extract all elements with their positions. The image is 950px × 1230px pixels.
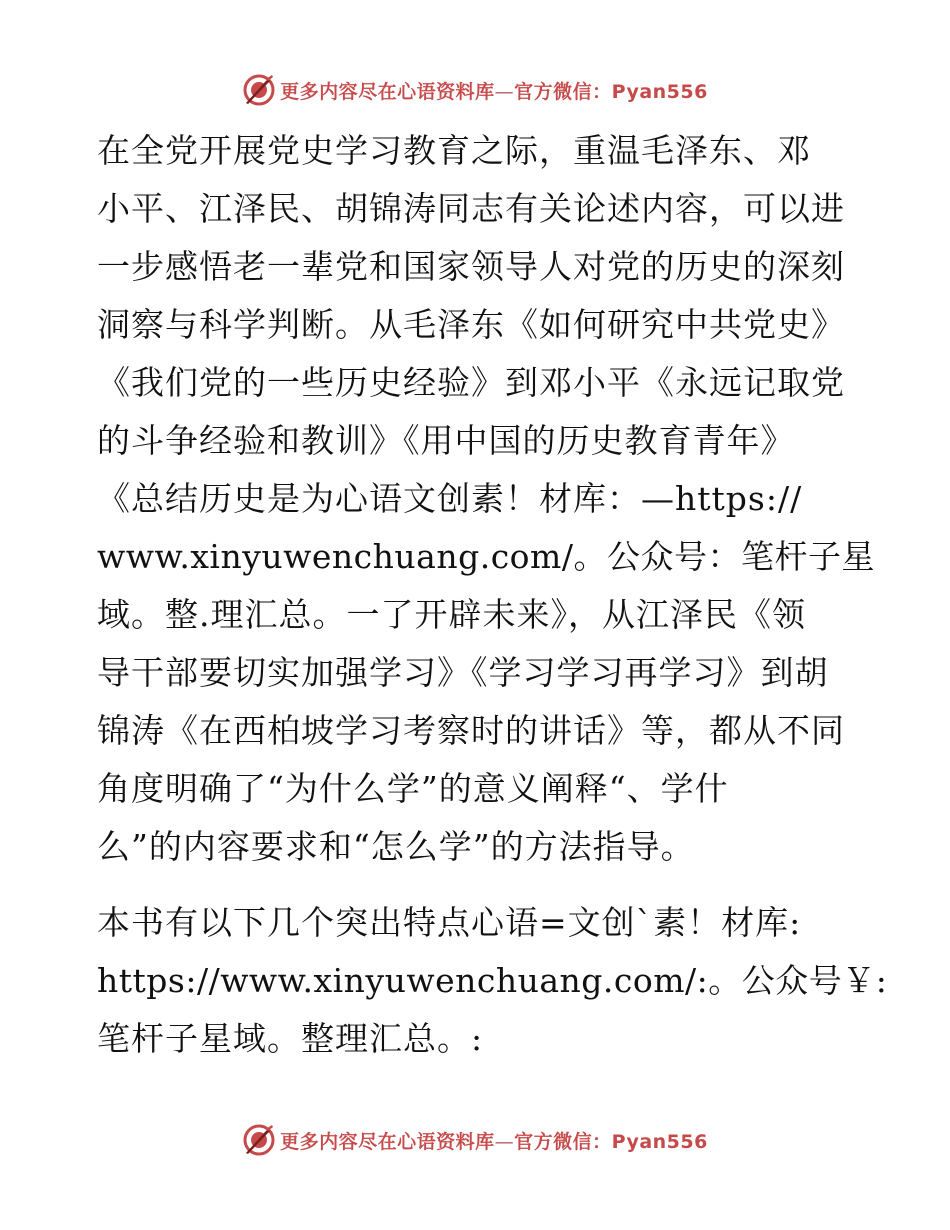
text-line: 《总结历史是为心语文创素！材库：—https://: [97, 479, 803, 518]
text-line: 本书有以下几个突出特点心语=文创`素！材库:: [97, 903, 802, 942]
footer-banner: [0, 1120, 950, 1160]
quill-pen-logo-icon: [242, 1123, 276, 1157]
text-line: 域。整.理汇总。一了开辟未来》，从江泽民《领: [97, 595, 806, 634]
header-banner: [0, 70, 950, 110]
text-line: 洞察与科学判断。从毛泽东《如何研究中共党史》: [97, 305, 845, 344]
footer-banner-suffix: 官方微信：Pyan556: [514, 1130, 708, 1153]
paragraph-gap: [97, 876, 857, 894]
paragraph-2: [97, 894, 888, 1068]
text-line: 锦涛《在西柏坡学习考察时的讲话》等，都从不同: [97, 711, 845, 750]
document-body: [97, 122, 888, 1068]
footer-banner-dash: —: [494, 1130, 515, 1153]
text-line: 一步感悟老一辈党和国家领导人对党的历史的深刻: [97, 247, 845, 286]
paragraph-1: [97, 122, 875, 876]
text-line: www.xinyuwenchuang.com/。公众号：笔杆子星: [97, 537, 875, 576]
header-banner-suffix: 官方微信：Pyan556: [514, 80, 708, 103]
header-banner-dash: —: [494, 80, 515, 103]
text-line: https://www.xinyuwenchuang.com/:。公众号￥:: [97, 961, 888, 1000]
text-line: 导干部要切实加强学习》《学习学习再学习》到胡: [97, 653, 829, 692]
header-banner-text: 更多内容尽在心语资料库: [280, 80, 495, 103]
text-line: 《我们党的一些历史经验》到邓小平《永远记取党: [97, 363, 845, 402]
text-line: 么”的内容要求和“怎么学”的方法指导。: [97, 827, 695, 866]
text-line: 在全党开展党史学习教育之际，重温毛泽东、邓: [97, 131, 811, 170]
quill-pen-logo-icon: [242, 73, 276, 107]
text-line: 的斗争经验和教训》《用中国的历史教育青年》: [97, 421, 795, 460]
footer-banner-text: 更多内容尽在心语资料库: [280, 1130, 495, 1153]
text-line: 角度明确了“为什么学”的意义阐释“、学什: [97, 769, 729, 808]
text-line: 小平、江泽民、胡锦涛同志有关论述内容，可以进: [97, 189, 845, 228]
text-line: 笔杆子星域。整理汇总。:: [97, 1019, 484, 1058]
